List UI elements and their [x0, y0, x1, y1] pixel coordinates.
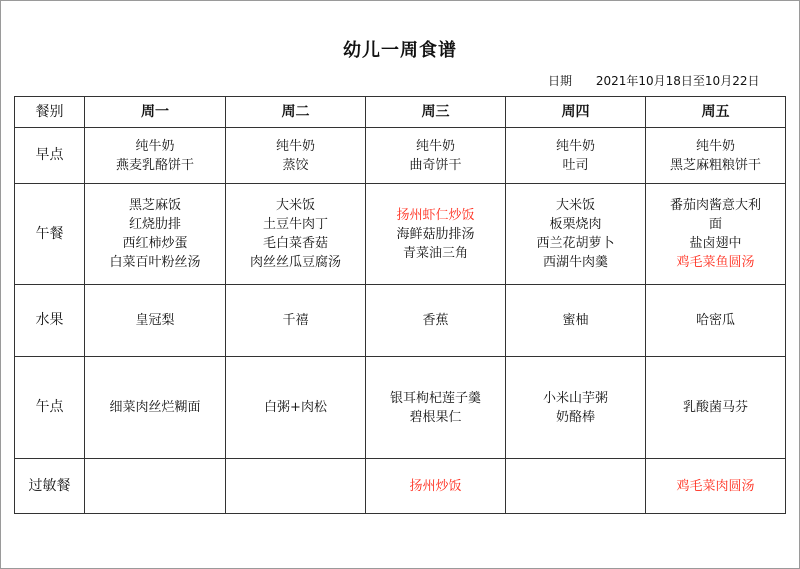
menu-cell-mon [85, 184, 226, 285]
dish-item: 黑芝麻饭 [128, 198, 181, 213]
dish-item: 肉丝丝瓜豆腐汤 [249, 255, 341, 270]
corner-header: 餐别 [15, 97, 85, 128]
dish-item: 纯牛奶 [415, 138, 455, 154]
menu-cell-tue [226, 128, 366, 184]
dish-item: 面 [708, 217, 722, 232]
dish-item: 碧根果仁 [409, 409, 462, 425]
date-label: 日期 [548, 74, 573, 88]
dish-item: 盐卤翅中 [689, 236, 742, 251]
dish-item: 海鲜菇肋排汤 [396, 226, 475, 242]
menu-cell-fri [646, 357, 786, 459]
meal-label: 过敏餐 [15, 459, 85, 514]
menu-cell-wed [366, 357, 506, 459]
dish-item: 燕麦乳酪饼干 [115, 157, 194, 173]
dish-item: 纯牛奶 [135, 138, 175, 154]
menu-cell-mon [85, 285, 226, 357]
menu-cell-wed [366, 459, 506, 514]
meal-label: 午餐 [15, 184, 85, 285]
meal-label: 午点 [15, 357, 85, 459]
day-header-fri: 周五 [646, 97, 786, 128]
menu-cell-thu [506, 459, 646, 514]
menu-cell-thu [506, 285, 646, 357]
dish-item: 毛白菜香菇 [262, 236, 328, 251]
dish-item-highlighted: 鸡毛菜肉圆汤 [676, 478, 755, 494]
row-fruit [15, 285, 786, 357]
menu-cell-mon [85, 459, 226, 514]
dish-item: 西兰花胡萝卜 [536, 236, 615, 251]
dish-item: 蜜柚 [562, 313, 589, 328]
dish-item: 哈密瓜 [695, 313, 735, 328]
dish-item: 番茄肉酱意大利 [669, 198, 761, 213]
menu-cell-fri [646, 459, 786, 514]
menu-cell-thu [506, 357, 646, 459]
dish-item: 大米饭 [555, 198, 595, 213]
date-range: 2021年10月18日至10月22日 [595, 74, 760, 88]
dish-item: 皇冠梨 [135, 313, 175, 328]
day-header-mon: 周一 [85, 97, 226, 128]
row-breakfast-snack [15, 128, 786, 184]
menu-cell-wed [366, 128, 506, 184]
menu-cell-fri [646, 184, 786, 285]
dish-item: 曲奇饼干 [409, 157, 462, 173]
menu-cell-thu [506, 128, 646, 184]
dish-item: 香蕉 [422, 313, 449, 328]
page-title: 幼儿一周食谱 [343, 40, 457, 61]
dish-item: 大米饭 [275, 198, 315, 213]
dish-item: 乳酸菌马芬 [682, 400, 748, 415]
menu-cell-wed [366, 285, 506, 357]
weekly-menu-table [14, 96, 786, 514]
row-afternoon-snack [15, 357, 786, 459]
dish-item-highlighted: 扬州炒饭 [409, 478, 462, 494]
dish-item: 板栗烧肉 [549, 217, 602, 232]
menu-cell-tue [226, 459, 366, 514]
menu-cell-tue [226, 357, 366, 459]
row-allergy-meal [15, 459, 786, 514]
dish-item: 纯牛奶 [275, 138, 315, 154]
menu-cell-wed [366, 184, 506, 285]
menu-cell-tue [226, 184, 366, 285]
dish-item: 红烧肋排 [128, 217, 181, 232]
dish-item: 细菜肉丝烂糊面 [109, 400, 201, 415]
dish-item: 白菜百叶粉丝汤 [109, 255, 201, 270]
dish-item: 青菜油三角 [402, 245, 468, 261]
dish-item: 千禧 [282, 313, 309, 328]
menu-cell-fri [646, 285, 786, 357]
dish-item-highlighted: 鸡毛菜鱼圆汤 [676, 255, 755, 270]
dish-item: 西红柿炒蛋 [122, 236, 188, 251]
menu-cell-mon [85, 128, 226, 184]
dish-item: 白粥+肉松 [264, 400, 327, 415]
dish-item: 黑芝麻粗粮饼干 [669, 157, 761, 173]
dish-item: 吐司 [562, 157, 589, 173]
menu-cell-tue [226, 285, 366, 357]
menu-cell-mon [85, 357, 226, 459]
date-line [548, 72, 759, 89]
dish-item: 蒸饺 [282, 157, 309, 173]
dish-item: 银耳枸杞莲子羹 [389, 390, 481, 406]
dish-item: 西湖牛肉羹 [542, 255, 608, 270]
dish-item: 小米山芋粥 [542, 390, 608, 406]
row-lunch [15, 184, 786, 285]
meal-label: 水果 [15, 285, 85, 357]
menu-cell-fri [646, 128, 786, 184]
dish-item: 纯牛奶 [555, 138, 595, 154]
menu-cell-thu [506, 184, 646, 285]
dish-item: 土豆牛肉丁 [262, 217, 328, 232]
meal-label: 早点 [15, 128, 85, 184]
header-row [15, 97, 786, 128]
dish-item: 奶酪棒 [555, 409, 595, 425]
day-header-thu: 周四 [506, 97, 646, 128]
dish-item: 纯牛奶 [695, 138, 735, 154]
day-header-wed: 周三 [366, 97, 506, 128]
day-header-tue: 周二 [226, 97, 366, 128]
dish-item-highlighted: 扬州虾仁炒饭 [396, 207, 475, 223]
menu-body [15, 128, 786, 514]
